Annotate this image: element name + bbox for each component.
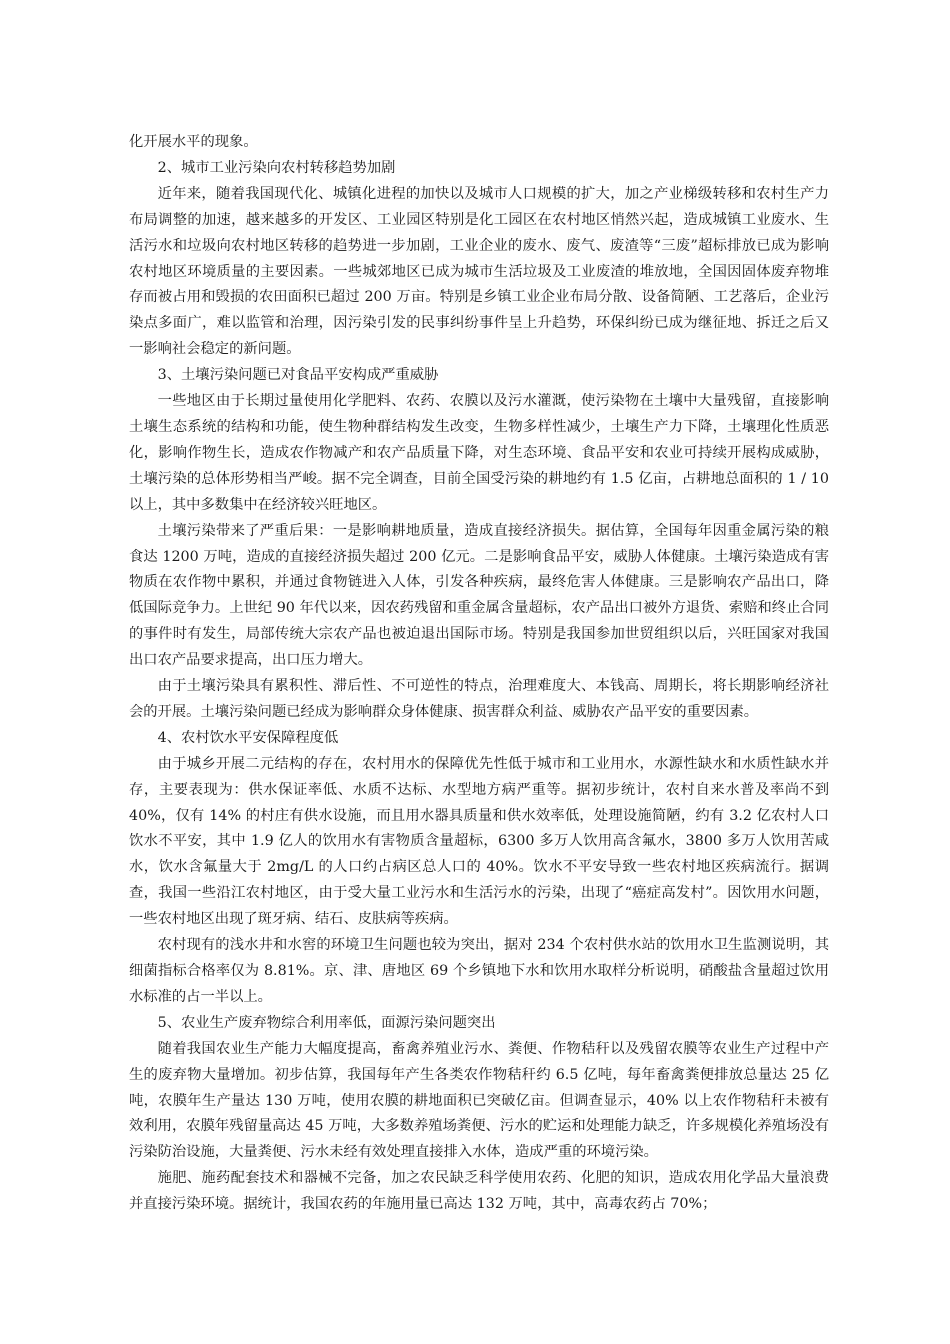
paragraph: 随着我国农业生产能力大幅度提高，畜禽养殖业污水、粪便、作物秸秆以及残留农膜等农业生产过程中产生的废弃物大量增加。初步估算，我国每年产生各类农作物秸秆约 6.5 亿吨，每年畜禽粪便排放总量达 25 亿吨，农膜年生产量达 130 万吨，使用农膜的耕地面积已突破亿亩。但调查显示，40% 以上农作物秸秆未被有效利用，农膜年残留量高达 45 万吨，大多数养殖场粪便、污水的贮运和处理能力缺乏，许多规模化养殖场没有污染防治设施，大量粪便、污水未经有效处理直接排入水体，造成严重的环境污染。: [129, 1040, 829, 1161]
document-page: [129, 130, 829, 1218]
paragraph: 由于城乡开展二元结构的存在，农村用水的保障优先性低于城市和工业用水，水源性缺水和水质性缺水并存，主要表现为：供水保证率低、水质不达标、水型地方病严重等。据初步统计，农村自来水普及率尚不到 40%，仅有 14% 的村庄有供水设施，而且用水器具质量和供水效率低，处理设施简陋，约有 3.2 亿农村人口饮水不平安，其中 1.9 亿人的饮用水有害物质含量超标，6300 多万人饮用高含氟水，3800 多万人饮用苦咸水，饮水含氟量大于 2mg/L 的人口约占病区总人口的 40%。饮水不平安导致一些农村地区疾病流行。据调查，我国一些沿江农村地区，由于受大量工业污水和生活污水的污染，出现了“癌症高发村”。因饮用水问题，一些农村地区出现了斑牙病、结石、皮肤病等疾病。: [129, 755, 829, 928]
paragraph: 土壤污染带来了严重后果：一是影响耕地质量，造成直接经济损失。据估算，全国每年因重金属污染的粮食达 1200 万吨，造成的直接经济损失超过 200 亿元。二是影响食品平安，威胁人体健康。土壤污染造成有害物质在农作物中累积，并通过食物链进入人体，引发各种疾病，最终危害人体健康。三是影响农产品出口，降低国际竞争力。上世纪 90 年代以来，因农药残留和重金属含量超标，农产品出口被外方退货、索赔和终止合同的事件时有发生，局部传统大宗农产品也被迫退出国际市场。特别是我国参加世贸组织以后，兴旺国家对我国出口农产品要求提高，出口压力增大。: [129, 522, 829, 669]
section-heading-4: 4、农村饮水平安保障程度低: [157, 729, 339, 746]
paragraph: 由于土壤污染具有累积性、滞后性、不可逆性的特点，治理难度大、本钱高、周期长，将长期影响经济社会的开展。土壤污染问题已经成为影响群众身体健康、损害群众利益、威胁农产品平安的重要因素。: [129, 678, 829, 720]
paragraph: 一些地区由于长期过量使用化学肥料、农药、农膜以及污水灌溉，使污染物在土壤中大量残留，直接影响土壤生态系统的结构和功能，使生物种群结构发生改变，生物多样性减少，土壤生产力下降，土壤理化性质恶化，影响作物生长，造成农作物减产和农产品质量下降，对生态环境、食品平安和农业可持续开展构成威胁，土壤污染的总体形势相当严峻。据不完全调查，目前全国受污染的耕地约有 1.5 亿亩，占耕地总面积的 1 / 10 以上，其中多数集中在经济较兴旺地区。: [129, 393, 829, 513]
paragraph-continuation: 化开展水平的现象。: [129, 134, 258, 150]
paragraph: 施肥、施药配套技术和器械不完备，加之农民缺乏科学使用农药、化肥的知识，造成农用化学品大量浪费并直接污染环境。据统计，我国农药的年施用量已高达 132 万吨，其中，高毒农药占 70%；: [129, 1170, 829, 1213]
section-heading-2: 2、城市工业污染向农村转移趋势加剧: [157, 159, 396, 176]
section-heading-5: 5、农业生产废弃物综合利用率低，面源污染问题突出: [157, 1014, 496, 1031]
paragraph: 农村现有的浅水井和水窖的环境卫生问题也较为突出，据对 234 个农村供水站的饮用水卫生监测说明，其细菌指标合格率仅为 8.81%。京、津、唐地区 69 个乡镇地下水和饮用水取样分析说明，硝酸盐含量超过饮用水标准的占一半以上。: [129, 937, 829, 1005]
paragraph: 近年来，随着我国现代化、城镇化进程的加快以及城市人口规模的扩大，加之产业梯级转移和农村生产力布局调整的加速，越来越多的开发区、工业园区特别是化工园区在农村地区悄然兴起，造成城镇工业废水、生活污水和垃圾向农村地区转移的趋势进一步加剧，工业企业的废水、废气、废渣等“三废”超标排放已成为影响农村地区环境质量的主要因素。一些城郊地区已成为城市生活垃圾及工业废渣的堆放地，全国因固体废弃物堆存而被占用和毁损的农田面积已超过 200 万亩。特别是乡镇工业企业布局分散、设备简陋、工艺落后，企业污染点多面广，难以监管和治理，因污染引发的民事纠纷事件呈上升趋势，环保纠纷已成为继征地、拆迁之后又一影响社会稳定的新问题。: [129, 185, 829, 358]
section-heading-3: 3、土壤污染问题已对食品平安构成严重威胁: [157, 367, 439, 384]
